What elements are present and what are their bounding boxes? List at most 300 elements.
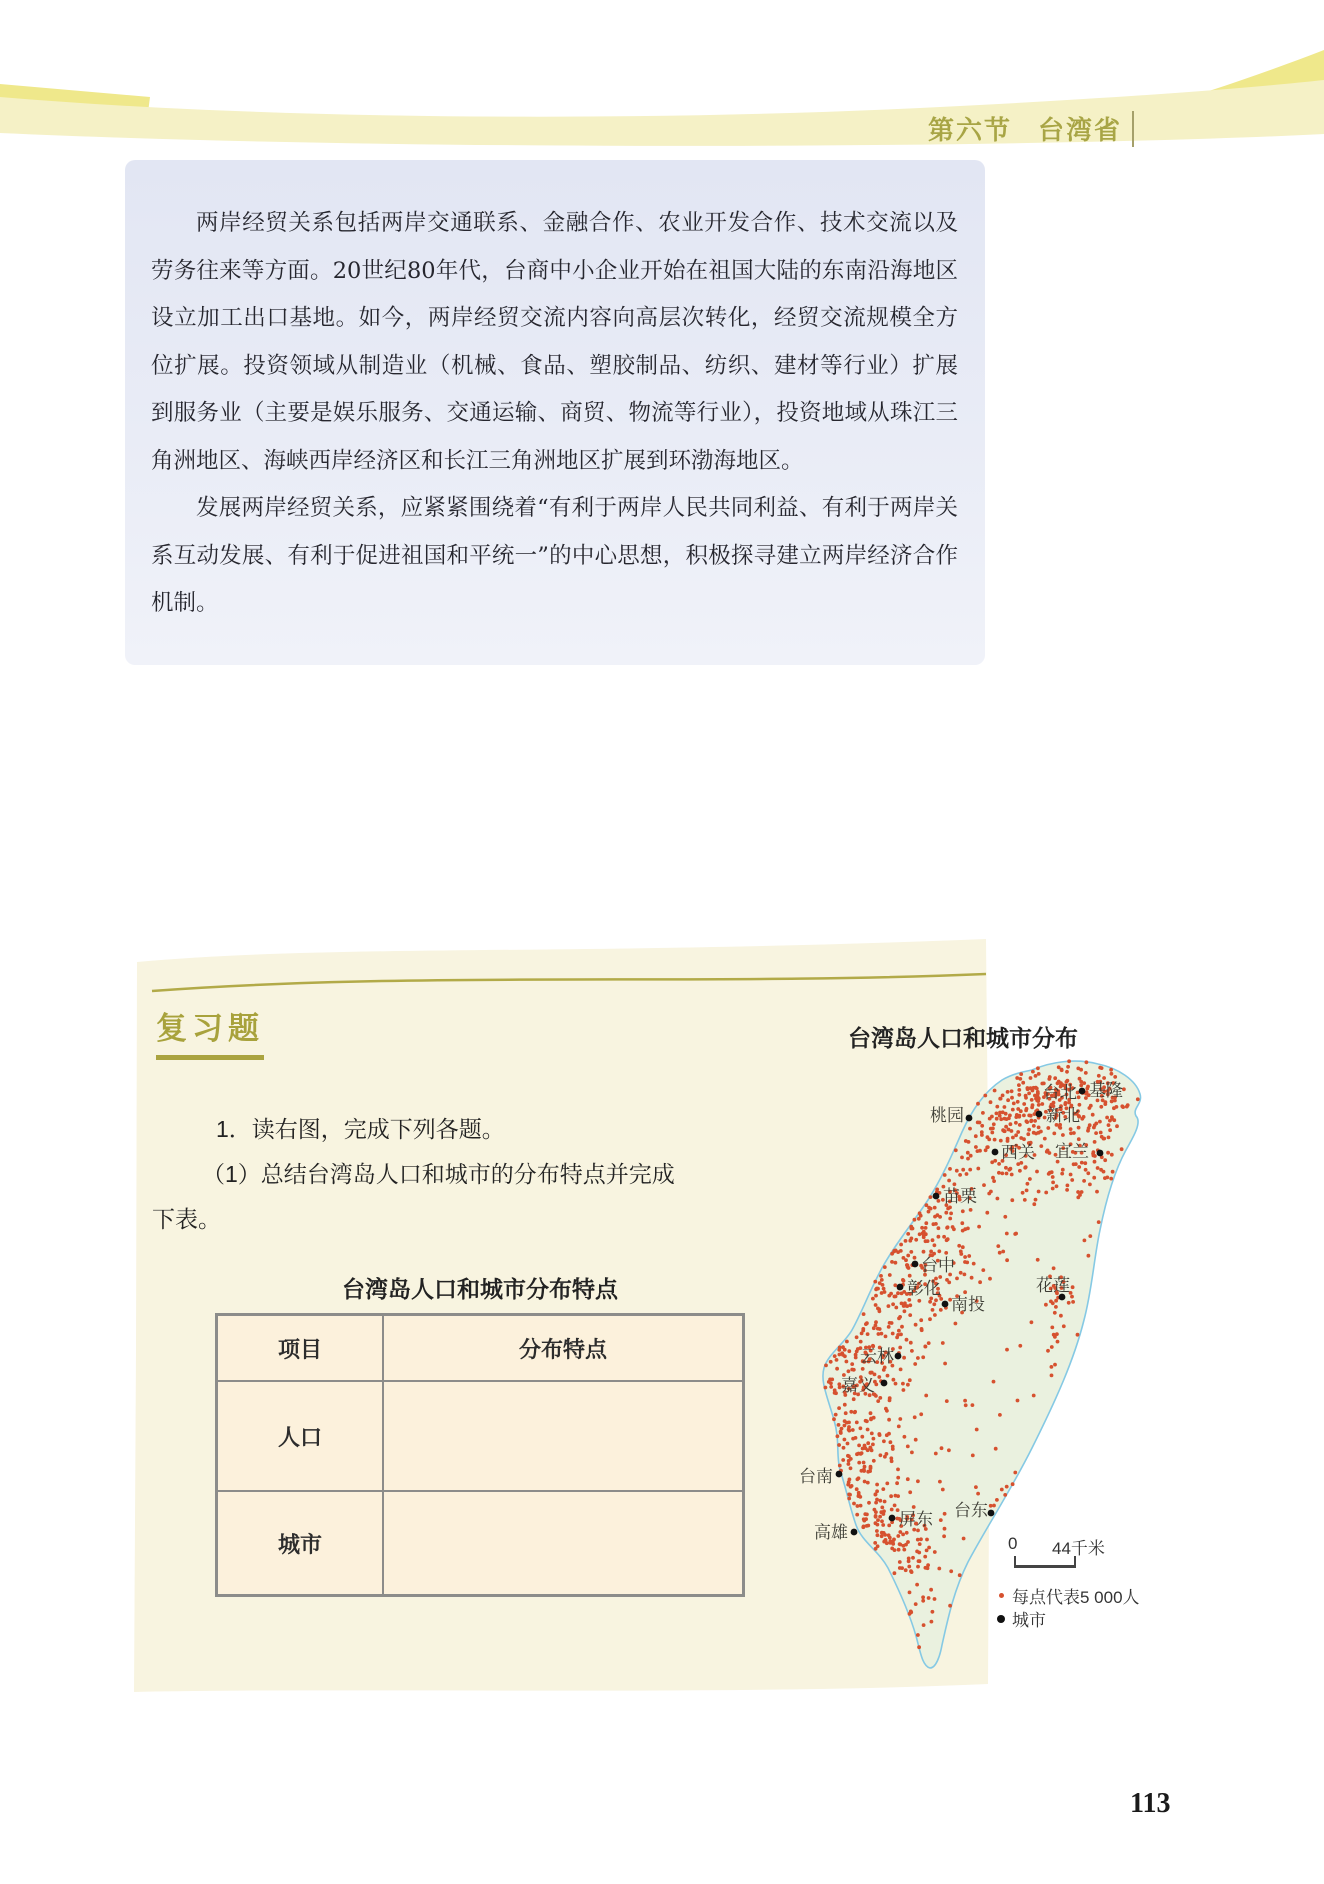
population-dot	[878, 1499, 882, 1503]
population-dot	[999, 1097, 1003, 1101]
population-dot	[874, 1320, 878, 1324]
population-dot	[937, 1235, 941, 1239]
population-dot	[896, 1291, 900, 1295]
population-dot	[1062, 1324, 1066, 1328]
population-dot	[1009, 1122, 1013, 1126]
population-dot	[1051, 1181, 1055, 1185]
population-dot	[927, 1546, 931, 1550]
population-dot	[1036, 1090, 1040, 1094]
city-marker	[1097, 1150, 1104, 1157]
population-dot	[923, 1345, 927, 1349]
population-dot	[1069, 1127, 1073, 1131]
population-dot	[998, 1114, 1002, 1118]
population-dot	[992, 1122, 996, 1126]
population-dot	[1016, 1100, 1020, 1104]
population-dot	[1108, 1119, 1112, 1123]
population-dot	[994, 1447, 998, 1451]
population-dot	[991, 1176, 995, 1180]
population-dot	[1098, 1120, 1102, 1124]
population-dot	[1046, 1349, 1050, 1353]
population-dot	[1010, 1089, 1014, 1093]
population-dot	[894, 1306, 898, 1310]
population-dot	[1071, 1300, 1075, 1304]
population-dot	[858, 1495, 862, 1499]
population-dot	[1093, 1140, 1097, 1144]
population-dot	[1012, 1102, 1016, 1106]
population-dot	[945, 1238, 949, 1242]
population-dot	[1027, 1128, 1031, 1132]
city-label: 苗栗	[943, 1187, 977, 1206]
population-dot	[1120, 1147, 1124, 1151]
population-dot	[876, 1327, 880, 1331]
population-dot	[963, 1290, 967, 1294]
population-dot	[1092, 1176, 1096, 1180]
population-dot	[1034, 1198, 1038, 1202]
table-row-label-population: 人口	[218, 1382, 384, 1492]
population-dot	[862, 1312, 866, 1316]
population-dot	[925, 1549, 929, 1553]
population-dot	[1019, 1136, 1023, 1140]
population-dot	[892, 1378, 896, 1382]
population-dot	[893, 1504, 897, 1508]
population-dot	[983, 1094, 987, 1098]
population-dot	[1010, 1173, 1014, 1177]
population-dot	[896, 1534, 900, 1538]
population-dot	[996, 1244, 1000, 1248]
city-marker	[1079, 1088, 1086, 1095]
population-dot	[948, 1206, 952, 1210]
population-dot	[834, 1413, 838, 1417]
population-dot	[870, 1432, 874, 1436]
population-dot	[924, 1394, 928, 1398]
population-dot	[941, 1488, 945, 1492]
population-dot	[1027, 1092, 1031, 1096]
population-dot	[1067, 1059, 1071, 1063]
table-row-label-city: 城市	[218, 1492, 384, 1594]
population-dot	[959, 1271, 963, 1275]
population-dot	[925, 1538, 929, 1542]
city-marker	[889, 1515, 896, 1522]
population-dot	[897, 1548, 901, 1552]
population-dot	[924, 1221, 928, 1225]
city-label: 西关	[1001, 1143, 1035, 1162]
population-dot	[1076, 1333, 1080, 1337]
population-dot	[873, 1280, 877, 1284]
population-dot	[1034, 1074, 1038, 1078]
population-dot	[1006, 1090, 1010, 1094]
population-dot	[824, 1364, 828, 1368]
population-dot	[916, 1633, 920, 1637]
question-line: （1）总结台湾岛人口和城市的分布特点并完成	[202, 1161, 675, 1187]
population-dot	[847, 1497, 851, 1501]
population-dot	[1000, 1172, 1004, 1176]
population-dot	[933, 1550, 937, 1554]
population-dot	[916, 1479, 920, 1483]
population-dot	[888, 1399, 892, 1403]
population-dot	[910, 1227, 914, 1231]
population-dot	[1003, 1493, 1007, 1497]
population-dot	[869, 1371, 873, 1375]
population-dot	[880, 1278, 884, 1282]
population-dot	[829, 1381, 833, 1385]
population-dot	[894, 1382, 898, 1386]
population-dot	[843, 1424, 847, 1428]
population-dot	[1037, 1072, 1041, 1076]
population-dot	[926, 1239, 930, 1243]
population-dot	[1060, 1172, 1064, 1176]
population-dot	[982, 1183, 986, 1187]
population-dot	[1029, 1076, 1033, 1080]
population-dot	[1088, 1183, 1092, 1187]
population-dot	[1025, 1189, 1029, 1193]
city-marker	[933, 1193, 940, 1200]
population-dot	[947, 1448, 951, 1452]
population-dot	[854, 1436, 858, 1440]
population-dot	[847, 1421, 851, 1425]
city-marker	[966, 1115, 973, 1122]
population-dot	[848, 1493, 852, 1497]
population-dot	[1000, 1488, 1004, 1492]
population-dot	[833, 1354, 837, 1358]
population-dot	[995, 1498, 999, 1502]
population-dot	[927, 1341, 931, 1345]
population-dot	[884, 1407, 888, 1411]
reading-paragraph: 发展两岸经贸关系，应紧紧围绕着“有利于两岸人民共同利益、有利于两岸关系互动发展、有利于促进祖国和平统一”的中心思想，积极探寻建立两岸经济合作机制。	[151, 495, 958, 616]
city-label: 彰化	[907, 1279, 941, 1298]
population-dot	[843, 1403, 847, 1407]
population-dot	[1035, 1170, 1039, 1174]
population-dot	[899, 1368, 903, 1372]
population-dot	[945, 1399, 949, 1403]
population-dot	[1087, 1254, 1091, 1258]
population-dot	[867, 1501, 871, 1505]
population-dot	[913, 1256, 917, 1260]
population-dot	[846, 1442, 850, 1446]
city-label: 桃园	[930, 1106, 964, 1125]
population-dot	[845, 1340, 849, 1344]
population-dot	[907, 1298, 911, 1302]
population-dot	[1066, 1065, 1070, 1069]
population-dot	[1018, 1344, 1022, 1348]
population-dot	[852, 1397, 856, 1401]
population-dot	[931, 1308, 935, 1312]
population-dot	[1022, 1114, 1026, 1118]
population-dot	[1061, 1133, 1065, 1137]
population-dot	[1016, 1130, 1020, 1134]
population-dot	[1083, 1239, 1087, 1243]
population-dot	[1136, 1097, 1140, 1101]
population-dot	[1033, 1119, 1037, 1123]
population-dot	[901, 1382, 905, 1386]
population-dot	[1102, 1137, 1106, 1141]
population-dot	[1046, 1126, 1050, 1130]
population-dot	[1084, 1168, 1088, 1172]
population-dot	[1029, 1119, 1033, 1123]
city-marker	[897, 1284, 904, 1291]
population-dot	[917, 1299, 921, 1303]
population-dot	[887, 1325, 891, 1329]
city-label: 南投	[951, 1295, 985, 1314]
population-dot	[872, 1437, 876, 1441]
population-dot	[883, 1366, 887, 1370]
population-dot	[1019, 1072, 1023, 1076]
population-dot	[887, 1294, 891, 1298]
population-dot	[898, 1560, 902, 1564]
population-dot	[866, 1332, 870, 1336]
population-dot	[945, 1278, 949, 1282]
population-dot	[855, 1335, 859, 1339]
population-dot	[871, 1443, 875, 1447]
population-dot	[989, 1190, 993, 1194]
population-dot	[943, 1362, 947, 1366]
population-dot	[914, 1602, 918, 1606]
population-dot	[933, 1597, 937, 1601]
population-dot	[1067, 1301, 1071, 1305]
population-dot	[1001, 1250, 1005, 1254]
population-dot	[1004, 1166, 1008, 1170]
population-dot	[961, 1209, 965, 1213]
reading-paragraph: 两岸经贸关系包括两岸交通联系、金融合作、农业开发合作、技术交流以及劳务往来等方面。20世纪80年代，台商中小企业开始在祖国大陆的东南沿海地区设立加工出口基地。如今，两岸经贸交流内容向高层次转化，经贸交流规模全方位扩展。投资领域从制造业（机械、食品、塑胶制品、纺织、建材等行业）扩展到服务业（主要是娱乐服务、交通运输、商贸、物流等行业），投资地域从珠江三角洲地区、海峡西岸经济区和长江三角洲地区扩展到环渤海地区。	[151, 210, 958, 474]
population-dot	[1065, 1070, 1069, 1074]
population-dot	[920, 1226, 924, 1230]
population-dot	[981, 1268, 985, 1272]
population-dot	[1031, 1070, 1035, 1074]
population-dot	[943, 1512, 947, 1516]
population-dot	[879, 1453, 883, 1457]
population-dot	[878, 1281, 882, 1285]
population-dot	[1078, 1077, 1082, 1081]
population-dot	[1052, 1266, 1056, 1270]
population-dot	[1037, 1131, 1041, 1135]
population-dot	[869, 1418, 873, 1422]
population-dot	[907, 1565, 911, 1569]
population-dot	[1025, 1120, 1029, 1124]
population-dot	[1050, 1326, 1054, 1330]
population-dot	[1005, 1485, 1009, 1489]
population-dot	[844, 1411, 848, 1415]
population-dot	[847, 1459, 851, 1463]
table-header-feature: 分布特点	[384, 1316, 742, 1382]
population-dot	[1037, 1190, 1041, 1194]
population-dot	[1080, 1117, 1084, 1121]
population-dot	[989, 1100, 993, 1104]
population-dot	[898, 1542, 902, 1546]
population-dot	[966, 1151, 970, 1155]
population-dot	[1032, 1202, 1036, 1206]
population-dot	[1026, 1086, 1030, 1090]
population-dot	[921, 1231, 925, 1235]
population-dot	[934, 1452, 938, 1456]
population-dot	[829, 1385, 833, 1389]
population-dot	[963, 1260, 967, 1264]
population-dot	[896, 1468, 900, 1472]
city-marker	[851, 1529, 858, 1536]
population-dot	[897, 1317, 901, 1321]
population-dot	[930, 1620, 934, 1624]
population-dot	[891, 1332, 895, 1336]
population-dot	[968, 1168, 972, 1172]
population-dot	[879, 1274, 883, 1278]
population-dot	[905, 1531, 909, 1535]
population-dot	[913, 1415, 917, 1419]
population-dot	[874, 1303, 878, 1307]
population-dot	[866, 1441, 870, 1445]
population-dot	[891, 1445, 895, 1449]
population-dot	[989, 1127, 993, 1131]
population-dot	[990, 1160, 994, 1164]
population-dot	[1105, 1116, 1109, 1120]
population-dot	[960, 1156, 964, 1160]
population-dot	[888, 1321, 892, 1325]
population-dot	[1036, 1258, 1040, 1262]
population-dot	[853, 1411, 857, 1415]
population-dot	[937, 1567, 941, 1571]
population-dot	[978, 1280, 982, 1284]
population-dot	[1069, 1131, 1073, 1135]
population-dot	[860, 1332, 864, 1336]
population-dot	[989, 1504, 993, 1508]
city-marker	[942, 1301, 949, 1308]
table-header-item: 项目	[218, 1316, 384, 1382]
population-dot	[1039, 1144, 1043, 1148]
population-dot	[890, 1260, 894, 1264]
population-dot	[909, 1250, 913, 1254]
population-dot	[851, 1428, 855, 1432]
population-dot	[869, 1465, 873, 1469]
population-dot	[1006, 1098, 1010, 1102]
population-dot	[952, 1227, 956, 1231]
population-dot	[967, 1140, 971, 1144]
population-dot	[861, 1367, 865, 1371]
population-dot	[1107, 1136, 1111, 1140]
population-dot	[888, 1273, 892, 1277]
population-dot	[882, 1287, 886, 1291]
population-dot	[1053, 1311, 1057, 1315]
legend-city	[997, 1606, 1046, 1631]
population-dot	[875, 1498, 879, 1502]
population-dot	[1074, 1162, 1078, 1166]
population-dot	[1037, 1103, 1041, 1107]
population-dot	[1007, 1128, 1011, 1132]
population-dot	[855, 1487, 859, 1491]
population-dot	[908, 1378, 912, 1382]
population-dot	[903, 1435, 907, 1439]
legend-city-label: 城市	[1012, 1611, 1046, 1630]
population-dot	[1044, 1303, 1048, 1307]
population-dot	[1011, 1482, 1015, 1486]
population-dot	[1002, 1129, 1006, 1133]
population-dot	[876, 1518, 880, 1522]
city-marker	[992, 1149, 999, 1156]
population-dot	[985, 1211, 989, 1215]
population-dot	[890, 1252, 894, 1256]
population-dot	[1097, 1220, 1101, 1224]
population-dot	[937, 1226, 941, 1230]
population-dot	[850, 1362, 854, 1366]
population-dot	[955, 1169, 959, 1173]
population-dot	[1005, 1232, 1009, 1236]
population-dot	[1097, 1074, 1101, 1078]
population-dot	[841, 1458, 845, 1462]
population-dot	[903, 1309, 907, 1313]
city-label: 台东	[954, 1501, 988, 1520]
population-dot	[908, 1313, 912, 1317]
population-dot	[855, 1513, 859, 1517]
population-dot	[1088, 1234, 1092, 1238]
population-dot	[869, 1446, 873, 1450]
population-dot	[1015, 1113, 1019, 1117]
population-dot	[948, 1167, 952, 1171]
population-dot	[1091, 1113, 1095, 1117]
population-dot	[1080, 1161, 1084, 1165]
population-dot	[824, 1386, 828, 1390]
population-dot	[898, 1566, 902, 1570]
population-dot	[944, 1211, 948, 1215]
population-dot	[922, 1623, 926, 1627]
population-dot	[874, 1493, 878, 1497]
population-dot	[902, 1256, 906, 1260]
population-dot	[910, 1451, 914, 1455]
population-dot	[1115, 1105, 1119, 1109]
population-dot	[958, 1573, 962, 1577]
population-dot	[878, 1515, 882, 1519]
population-dot	[1014, 1121, 1018, 1125]
population-dot	[1018, 1123, 1022, 1127]
population-dot	[902, 1388, 906, 1392]
city-label: 高雄	[814, 1523, 848, 1542]
population-dot	[965, 1172, 969, 1176]
population-dot	[893, 1548, 897, 1552]
population-dot	[865, 1419, 869, 1423]
population-dot	[1077, 1165, 1081, 1169]
population-dot	[840, 1427, 844, 1431]
population-dot	[896, 1250, 900, 1254]
population-dot	[897, 1329, 901, 1333]
population-dot-icon	[999, 1593, 1004, 1598]
population-dot	[1014, 1133, 1018, 1137]
population-dot	[1082, 1179, 1086, 1183]
population-dot	[1050, 1345, 1054, 1349]
population-dot	[984, 1148, 988, 1152]
population-dot	[877, 1307, 881, 1311]
population-dot	[1001, 1094, 1005, 1098]
population-dot	[955, 1277, 959, 1281]
population-dot	[1110, 1100, 1114, 1104]
population-dot	[987, 1138, 991, 1142]
population-dot	[905, 1338, 909, 1342]
population-dot	[976, 1167, 980, 1171]
population-dot	[875, 1529, 879, 1533]
population-dot	[932, 1302, 936, 1306]
population-dot	[1004, 1112, 1008, 1116]
population-dot	[971, 1403, 975, 1407]
population-dot	[1098, 1066, 1102, 1070]
population-dot	[1005, 1348, 1009, 1352]
population-dot	[879, 1510, 883, 1514]
population-dot	[1013, 1471, 1017, 1475]
population-dot	[883, 1500, 887, 1504]
population-dot	[845, 1360, 849, 1364]
population-dot	[883, 1265, 887, 1269]
population-dot	[909, 1610, 913, 1614]
population-dot	[880, 1506, 884, 1510]
population-dot	[893, 1571, 897, 1575]
population-dot	[838, 1346, 842, 1350]
population-dot	[917, 1217, 921, 1221]
population-dot	[837, 1423, 841, 1427]
population-dot	[859, 1426, 863, 1430]
scale-bar	[1014, 1556, 1076, 1568]
